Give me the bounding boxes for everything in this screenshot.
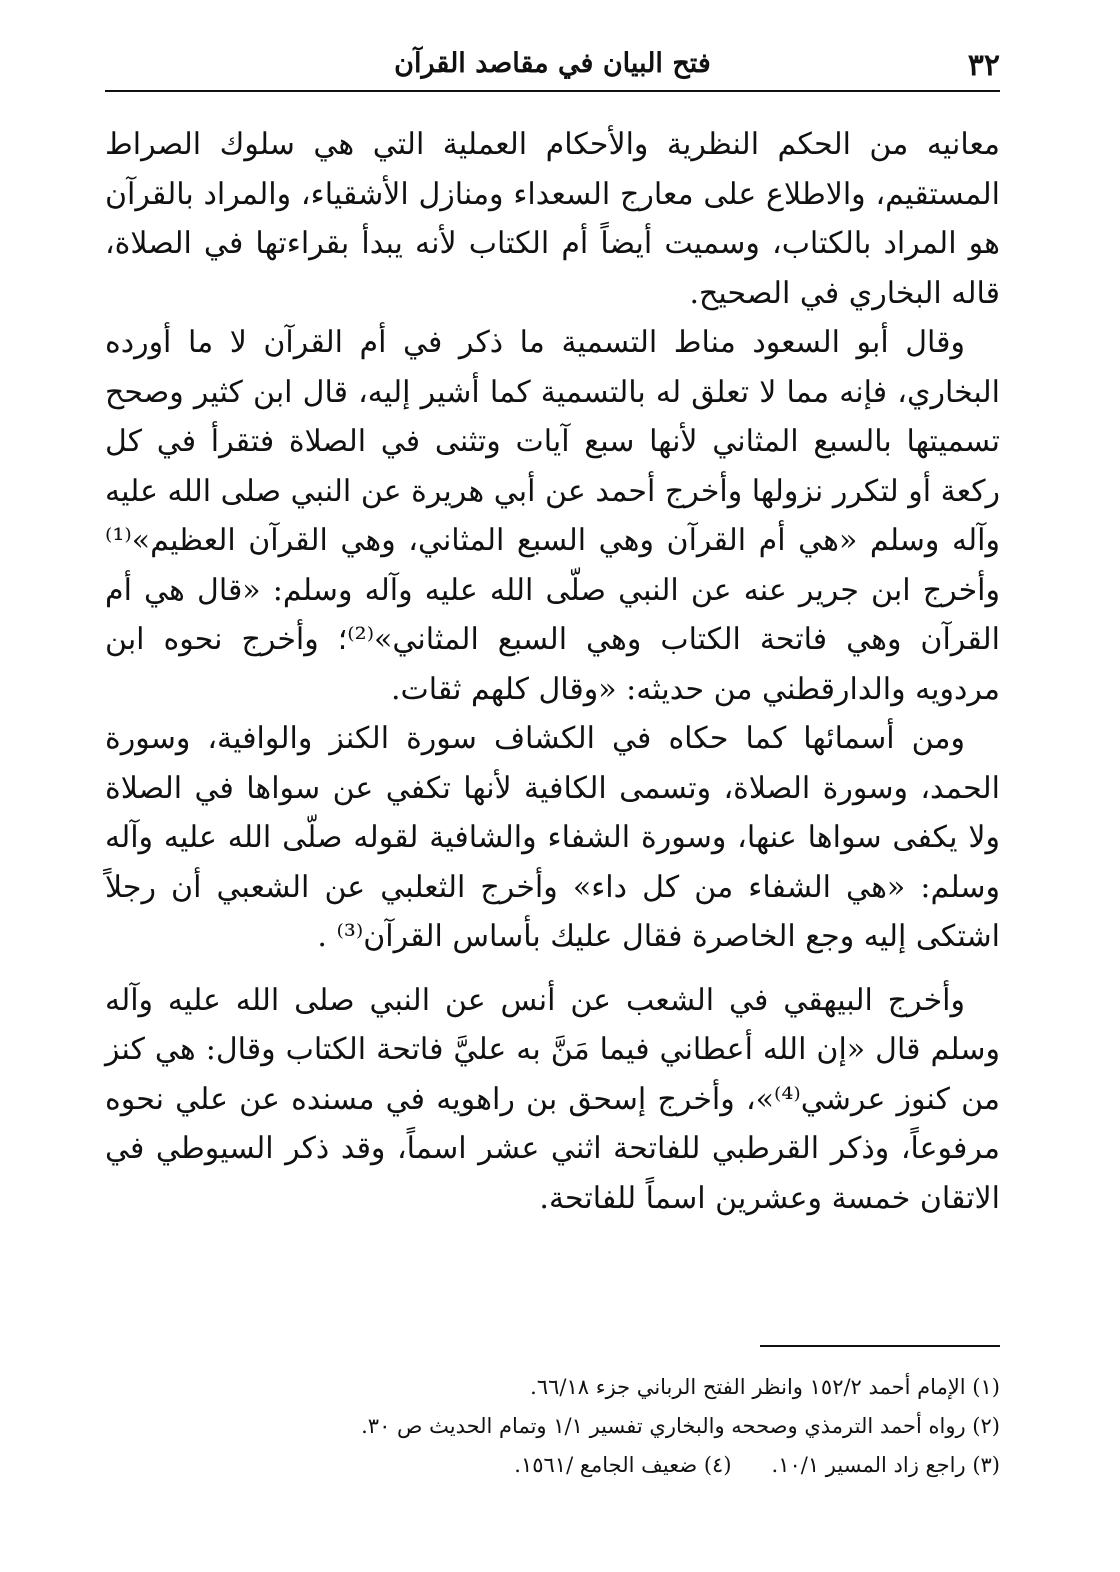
footnote: (٢) رواه أحمد الترمذي وصححه والبخاري تفسير ١/١ وتمام الحديث ص ٣٠.: [361, 1414, 1000, 1438]
paragraph: ومن أسمائها كما حكاه في الكشاف سورة الكنز والوافية، وسورة الحمد، وسورة الصلاة، وتسمى الكافية لأنها تكفي عن سواها في الصلاة ولا يكفى سواها عنها، وسورة الشفاء والشافية لقوله صلّى الله عليه وآله وسلم: «هي الشفاء من كل داء» وأخرج الثعلبي عن الشعبي أن رجلاً اشتكى إليه وجع الخاصرة فقال عليك بأساس القرآن⁽³⁾ .: [105, 721, 1000, 954]
footnote: (٤) ضعيف الجامع /١٥٦١.: [514, 1453, 732, 1477]
page-number: ٣٢: [967, 48, 1000, 83]
page-header: [105, 40, 1000, 92]
footnote-row: [120, 1446, 1000, 1485]
footnote: (٣) راجع زاد المسير ١٠/١.: [771, 1453, 1000, 1477]
paragraph: معانيه من الحكم النظرية والأحكام العملية التي هي سلوك الصراط المستقيم، والاطلاع على معارج السعداء ومنازل الأشقياء، والمراد بالقرآن هو المراد بالكتاب، وسميت أيضاً أم الكتاب لأنه يبدأ بقراءتها في الصلاة، قاله البخاري في الصحيح.: [105, 127, 1000, 311]
running-title: فتح البيان في مقاصد القرآن: [394, 48, 711, 79]
paragraph: وقال أبو السعود مناط التسمية ما ذكر في أم القرآن لا ما أورده البخاري، فإنه مما لا تعلق له بالتسمية كما أشير إليه، قال ابن كثير وصحح تسميتها بالسبع المثاني لأنها سبع آيات وتثنى في الصلاة فتقرأ في كل ركعة أو لتكرر نزولها وأخرج أحمد عن أبي هريرة عن النبي صلى الله عليه وآله وسلم «هي أم القرآن وهي السبع المثاني، وهي القرآن العظيم»⁽¹⁾وأخرج ابن جرير عنه عن النبي صلّى الله عليه وآله وسلم: «قال هي أم القرآن وهي فاتحة الكتاب وهي السبع المثاني»⁽²⁾؛ وأخرج نحوه ابن مردويه والدارقطني من حديثه: «وقال كلهم ثقات.: [105, 325, 1001, 707]
footnote-separator: [760, 1345, 1000, 1347]
footnote: (١) الإمام أحمد ١٥٢/٢ وانظر الفتح الرباني جزء ٦٦/١٨.: [530, 1375, 1000, 1399]
footnotes: [120, 1368, 1000, 1485]
main-text: [105, 120, 1000, 1223]
paragraph: وأخرج البيهقي في الشعب عن أنس عن النبي صلى الله عليه وآله وسلم قال «إن الله أعطاني فيما مَنَّ به عليَّ فاتحة الكتاب وقال: هي كنز من كنوز عرشي⁽⁴⁾»، وأخرج إسحق بن راهويه في مسنده عن علي نحوه مرفوعاً، وذكر القرطبي للفاتحة اثني عشر اسماً، وقد ذكر السيوطي في الاتقان خمسة وعشرين اسماً للفاتحة.: [105, 982, 1000, 1216]
